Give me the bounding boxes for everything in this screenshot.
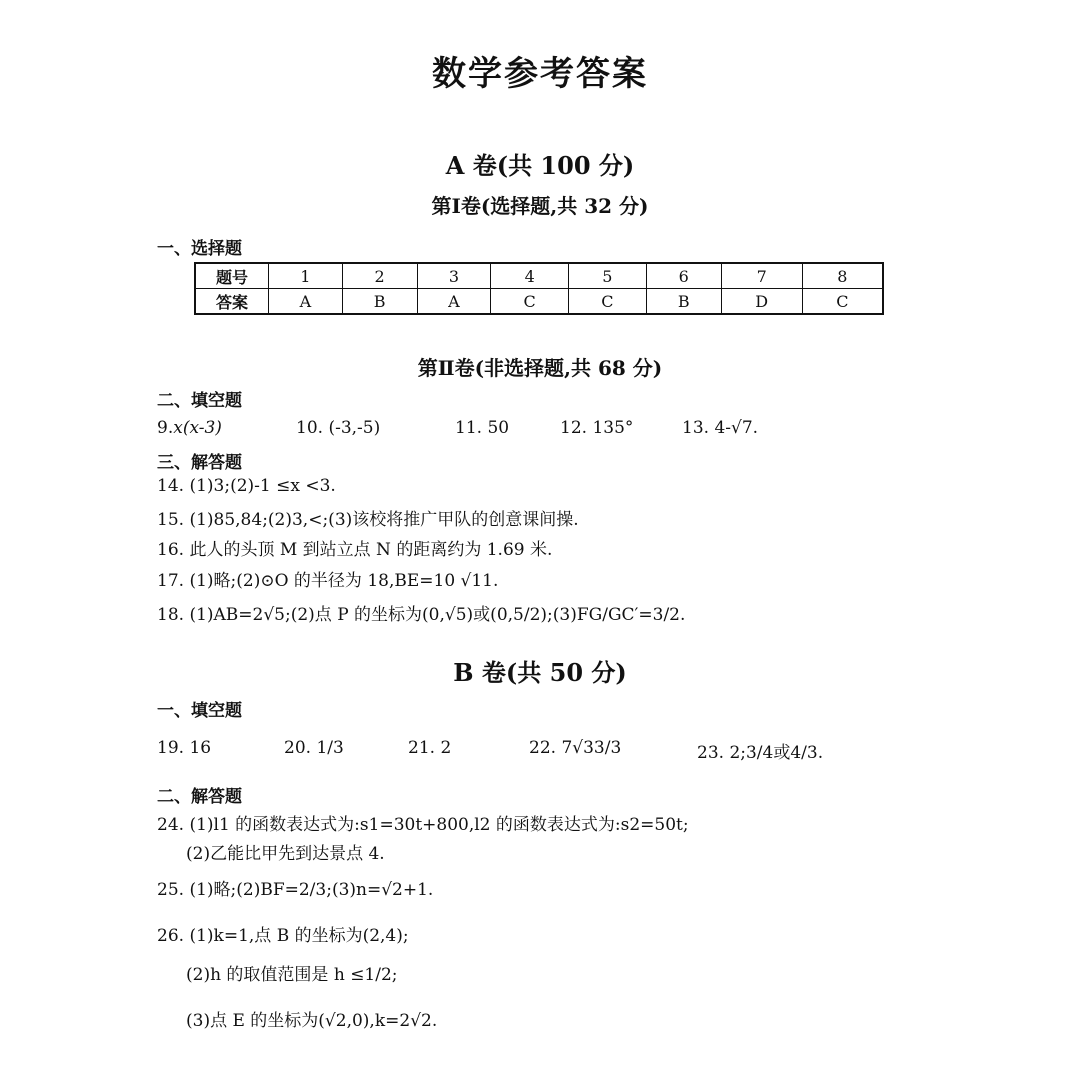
section-ii-heading: 第Ⅱ卷(非选择题,共 68 分) — [417, 356, 663, 380]
table-cell: 7 — [721, 263, 802, 289]
answer-20: 20. 1/3 — [284, 738, 344, 758]
table-cell: C — [569, 289, 647, 315]
fill-blank-heading-b: 一、填空题 — [157, 701, 242, 721]
table-cell: 8 — [802, 263, 883, 289]
fill-blank-heading: 二、填空题 — [157, 391, 242, 411]
answer-9: 9.x(x-3) — [157, 418, 222, 438]
part-b-heading: B 卷(共 50 分) — [453, 658, 627, 687]
table-cell: 4 — [491, 263, 569, 289]
answer-25: 25. (1)略;(2)BF=2/3;(3)n=√2+1. — [157, 880, 434, 900]
answer-11: 11. 50 — [455, 418, 510, 438]
table-cell: 5 — [569, 263, 647, 289]
answer-19: 19. 16 — [157, 738, 212, 758]
answer-12: 12. 135° — [560, 418, 634, 438]
answer-17: 17. (1)略;(2)⊙O 的半径为 18,BE=10 √11. — [157, 571, 499, 591]
answer-24-part1: 24. (1)l1 的函数表达式为:s1=30t+800,l2 的函数表达式为:s2=50t; — [157, 815, 689, 835]
table-cell: 1 — [269, 263, 343, 289]
table-cell: C — [491, 289, 569, 315]
answer-10: 10. (-3,-5) — [296, 418, 381, 438]
page-title: 数学参考答案 — [432, 54, 648, 94]
solutions-heading-b: 二、解答题 — [157, 787, 242, 807]
answer-23: 23. 2;3/4或4/3. — [697, 743, 824, 763]
table-cell: B — [342, 289, 417, 315]
answer-15: 15. (1)85,84;(2)3,<;(3)该校将推广甲队的创意课间操. — [157, 510, 579, 530]
table-row — [195, 289, 883, 315]
table-cell: 3 — [417, 263, 491, 289]
table-cell: A — [269, 289, 343, 315]
table-cell: D — [721, 289, 802, 315]
table-cell: C — [802, 289, 883, 315]
solutions-heading: 三、解答题 — [157, 453, 242, 473]
part-a-heading: A 卷(共 100 分) — [445, 151, 635, 180]
answer-26-part1: 26. (1)k=1,点 B 的坐标为(2,4); — [157, 926, 409, 946]
answer-16: 16. 此人的头顶 M 到站立点 N 的距离约为 1.69 米. — [157, 540, 553, 560]
table-cell: 2 — [342, 263, 417, 289]
row-label: 题号 — [195, 263, 269, 289]
answer-24-part2: (2)乙能比甲先到达景点 4. — [186, 844, 385, 864]
table-cell: B — [646, 289, 721, 315]
row-label: 答案 — [195, 289, 269, 315]
answer-13: 13. 4-√7. — [682, 418, 759, 438]
answer-14: 14. (1)3;(2)-1 ≤x <3. — [157, 476, 336, 496]
answer-18: 18. (1)AB=2√5;(2)点 P 的坐标为(0,√5)或(0,5/2);(3)FG/GC′=3/2. — [157, 605, 686, 625]
answer-26-part2: (2)h 的取值范围是 h ≤1/2; — [186, 965, 398, 985]
section-i-heading: 第Ⅰ卷(选择题,共 32 分) — [431, 194, 649, 218]
table-cell: A — [417, 289, 491, 315]
answer-26-part3: (3)点 E 的坐标为(√2,0),k=2√2. — [186, 1011, 438, 1031]
table-cell: 6 — [646, 263, 721, 289]
table-row — [195, 263, 883, 289]
answer-22: 22. 7√33/3 — [529, 738, 622, 758]
answer-21: 21. 2 — [408, 738, 452, 758]
multiple-choice-heading: 一、选择题 — [157, 239, 242, 259]
answer-table — [194, 262, 884, 315]
